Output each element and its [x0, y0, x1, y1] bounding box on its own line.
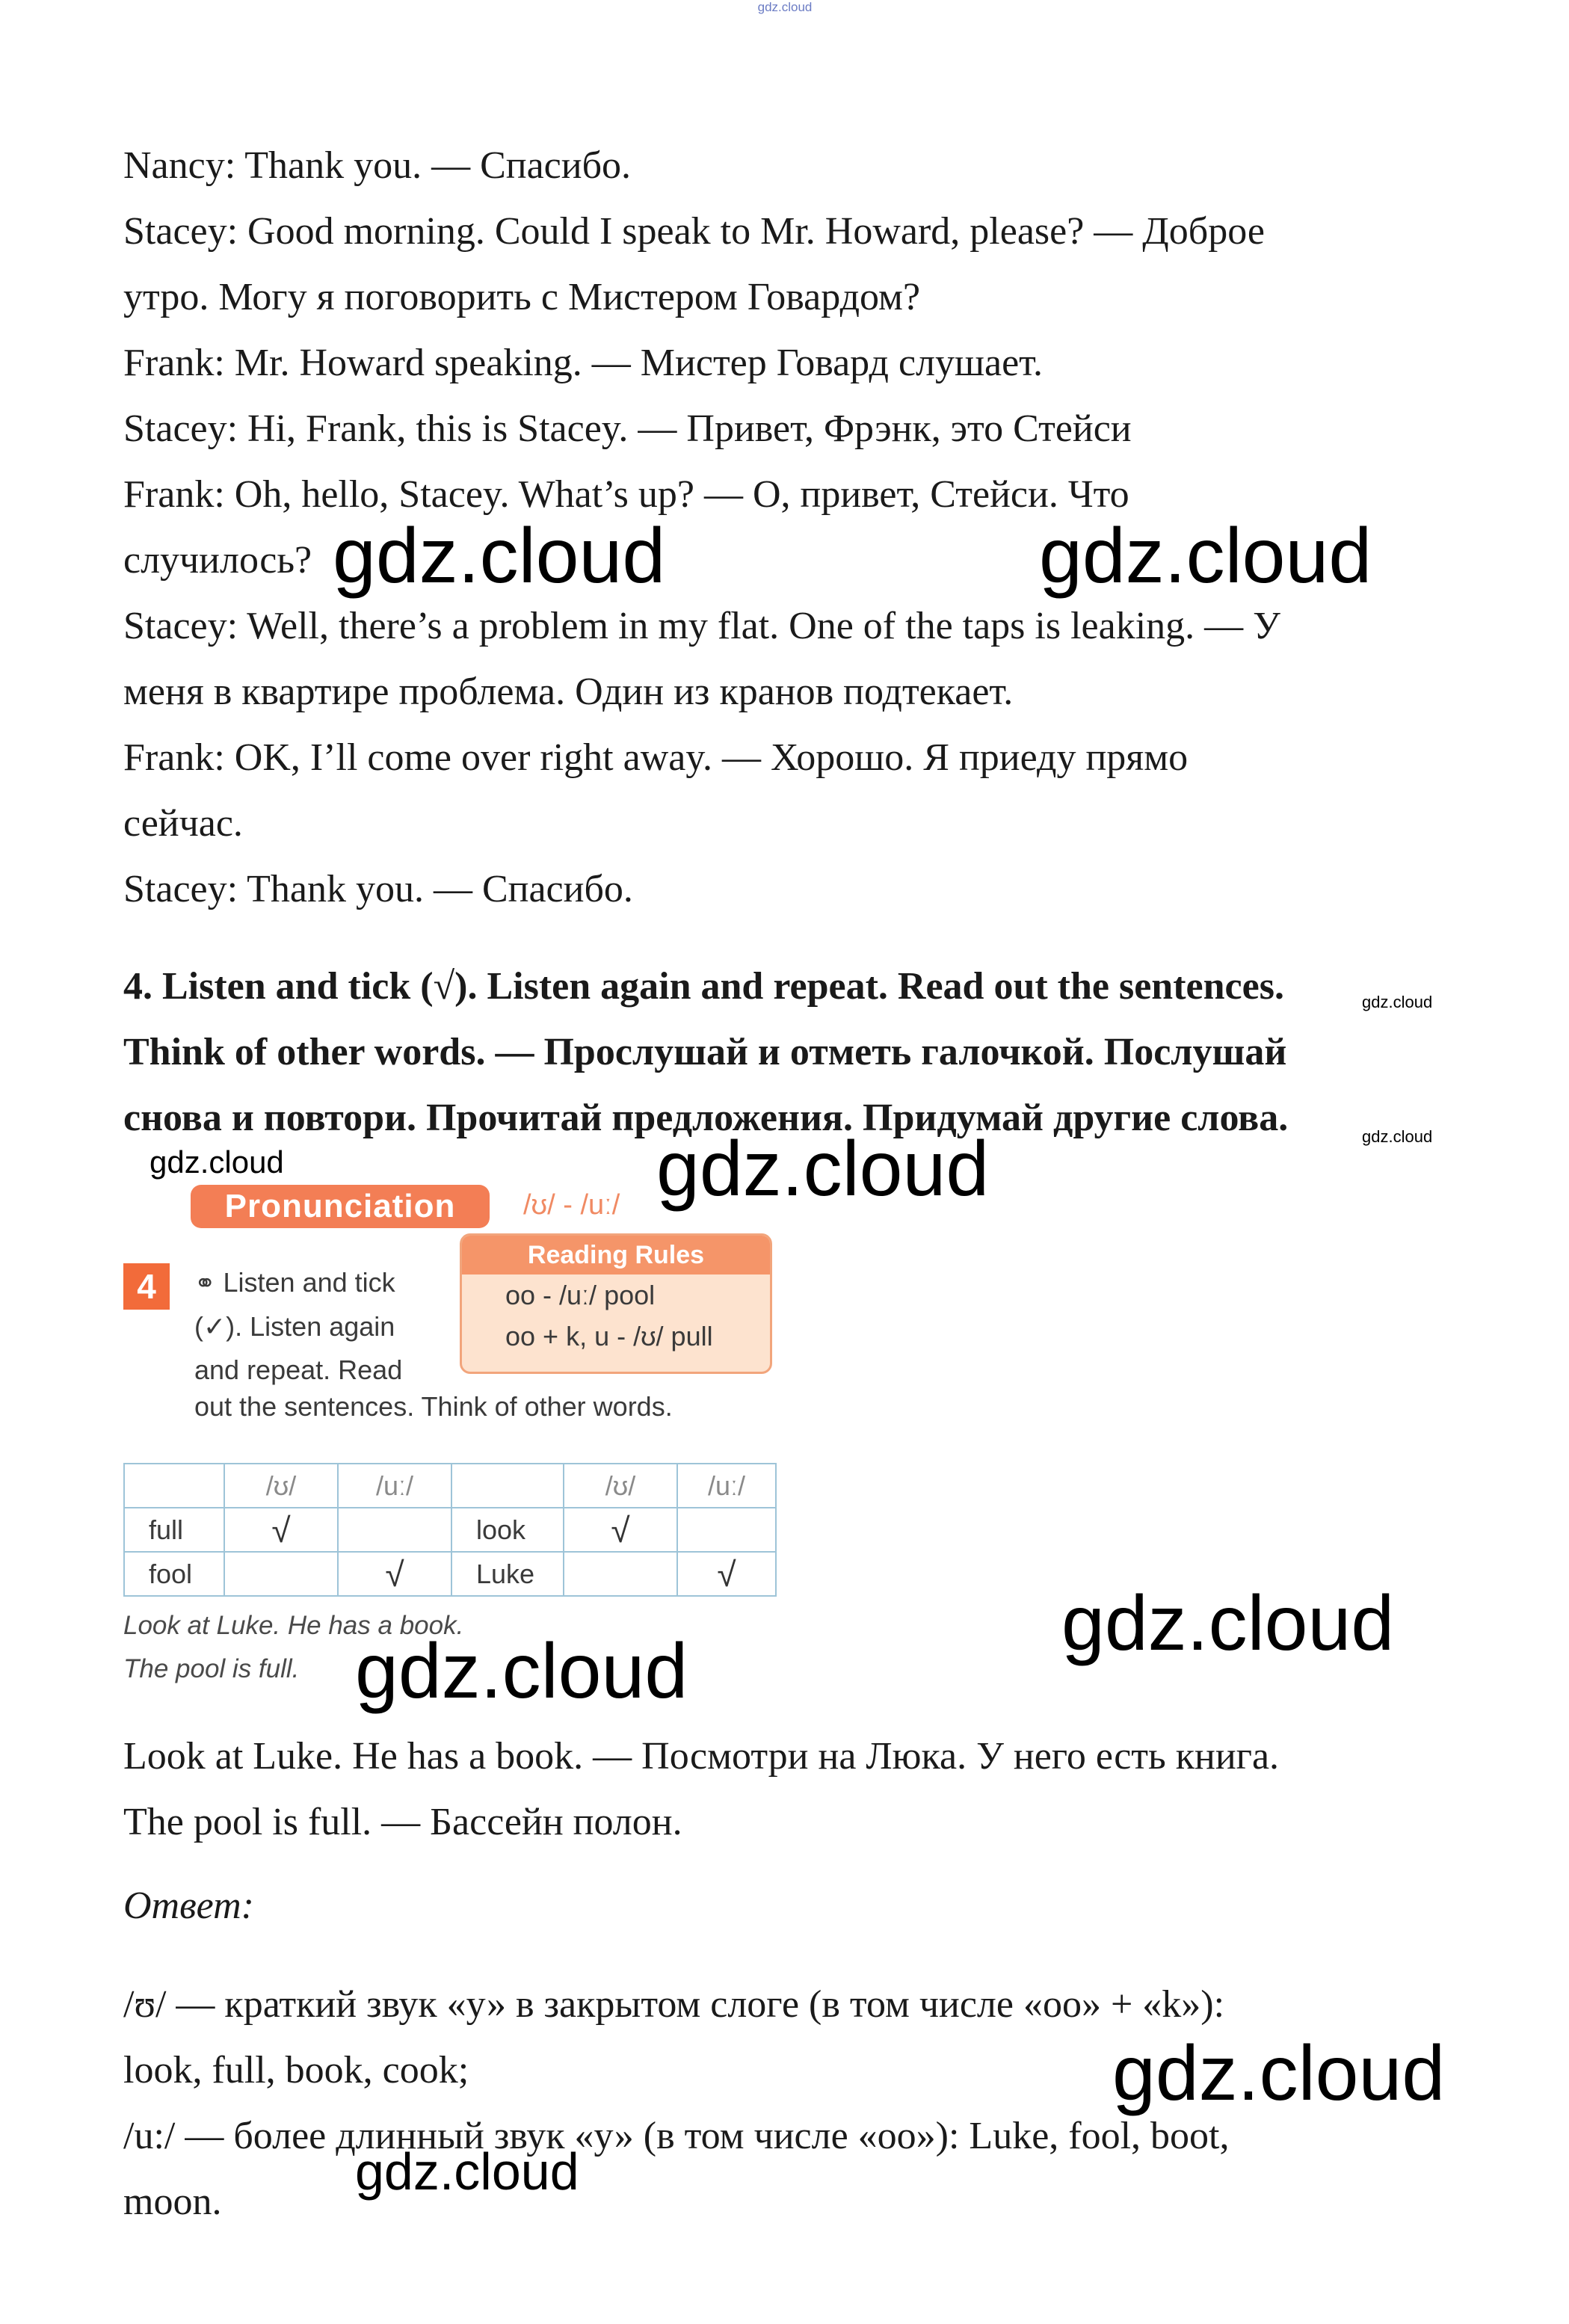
- watermark: gdz.cloud: [355, 1628, 688, 1715]
- dialogue-line: Stacey: Thank you. — Спасибо.: [123, 868, 633, 910]
- translation-line: The pool is full. — Бассейн полон.: [123, 1801, 682, 1843]
- tick-cell: √: [677, 1552, 776, 1596]
- headphones-icon: ⚭: [194, 1269, 216, 1298]
- watermark: gdz.cloud: [1061, 1580, 1395, 1667]
- sound-header: /ʊ/: [564, 1464, 677, 1508]
- answer-line: moon.: [123, 2180, 222, 2223]
- textbook-excerpt: [123, 1170, 781, 1715]
- translation-line: Look at Luke. He has a book. — Посмотри на Люка. У него есть книга.: [123, 1735, 1280, 1778]
- tick-cell: √: [224, 1508, 338, 1552]
- instruction-line: and repeat. Read: [194, 1354, 403, 1385]
- instruction-line: (✓). Listen again: [194, 1311, 395, 1342]
- reading-rule: oo - /uː/ pool: [505, 1280, 656, 1310]
- answer-line: /u:/ — более длинный звук «у» (в том числе «оо»): Luke, fool, boot,: [123, 2115, 1230, 2157]
- watermark: gdz.cloud: [1362, 993, 1433, 1011]
- dialogue-line: Frank: Oh, hello, Stacey. What’s up? — О, привет, Стейси. Что: [123, 473, 1129, 516]
- reading-rules-title: Reading Rules: [462, 1236, 770, 1274]
- sound-header: /uː/: [677, 1464, 776, 1508]
- task-line: Think of other words. — Прослушай и отметь галочкой. Послушай: [123, 1031, 1287, 1073]
- watermark: gdz.cloud: [333, 513, 666, 600]
- tick-cell: [338, 1508, 451, 1552]
- dialogue-line: меня в квартире проблема. Один из кранов подтекает.: [123, 671, 1014, 713]
- tick-cell: [224, 1552, 338, 1596]
- example-sentence: Look at Luke. He has a book.: [123, 1611, 464, 1640]
- word-cell: Luke: [451, 1552, 564, 1596]
- watermark: gdz.cloud: [355, 2142, 579, 2201]
- task-line: снова и повтори. Прочитай предложения. Придумай другие слова.: [123, 1097, 1289, 1139]
- example-sentence: The pool is full.: [123, 1654, 300, 1683]
- table-row: [124, 1508, 776, 1552]
- task-heading: [123, 954, 1469, 1151]
- tick-cell: [677, 1508, 776, 1552]
- sound-header: /ʊ/: [224, 1464, 338, 1508]
- table-row: [124, 1552, 776, 1596]
- top-watermark: gdz.cloud: [757, 0, 813, 14]
- tick-cell: [564, 1552, 677, 1596]
- sound-header: /uː/: [338, 1464, 451, 1508]
- exercise-number: 4: [123, 1263, 170, 1310]
- pronunciation-phonemes: /ʊ/ - /uː/: [523, 1189, 620, 1221]
- watermark: gdz.cloud: [1362, 1127, 1433, 1146]
- reading-rule: oo + k, u - /ʊ/ pull: [505, 1321, 713, 1351]
- answer-line: look, full, book, cook;: [123, 2049, 469, 2092]
- dialogue-line: Stacey: Hi, Frank, this is Stacey. — Привет, Фрэнк, это Стейси: [123, 407, 1132, 450]
- tick-cell: √: [338, 1552, 451, 1596]
- word-cell: full: [124, 1508, 224, 1552]
- dialogue-line: утро. Могу я поговорить с Мистером Говардом?: [123, 276, 921, 318]
- word-cell: fool: [124, 1552, 224, 1596]
- reading-rules-box: [460, 1233, 772, 1374]
- task-line: 4. Listen and tick (√). Listen again and repeat. Read out the sentences.: [123, 965, 1284, 1008]
- answer-line: /ʊ/ — краткий звук «у» в закрытом слоге (в том числе «оо» + «k»):: [123, 1983, 1225, 2026]
- instruction-line: Listen and tick: [223, 1267, 395, 1298]
- dialogue-line: Frank: Mr. Howard speaking. — Мистер Говард слушает.: [123, 342, 1043, 384]
- watermark: gdz.cloud: [1039, 513, 1372, 600]
- pronunciation-title: Pronunciation: [191, 1185, 490, 1228]
- watermark: gdz.cloud: [149, 1144, 284, 1180]
- dialogue-line: Stacey: Well, there’s a problem in my flat. One of the taps is leaking. — У: [123, 605, 1280, 647]
- dialogue-line: сейчас.: [123, 802, 243, 845]
- table-header-row: [124, 1464, 776, 1508]
- dialogue-line: Nancy: Thank you. — Спасибо.: [123, 144, 632, 187]
- watermark: gdz.cloud: [1112, 2030, 1446, 2117]
- instruction-line: out the sentences. Think of other words.: [194, 1391, 673, 1422]
- tick-cell: √: [564, 1508, 677, 1552]
- dialogue-line: Frank: OK, I’ll come over right away. — Хорошо. Я приеду прямо: [123, 736, 1189, 779]
- watermark: gdz.cloud: [656, 1126, 990, 1212]
- dialogue-line: случилось?: [123, 539, 312, 582]
- sound-table: [123, 1463, 777, 1597]
- answer-label: Ответ:: [123, 1884, 254, 1927]
- dialogue-line: Stacey: Good morning. Could I speak to Mr. Howard, please? — Доброе: [123, 210, 1265, 253]
- word-cell: look: [451, 1508, 564, 1552]
- translation: [123, 1724, 1469, 1855]
